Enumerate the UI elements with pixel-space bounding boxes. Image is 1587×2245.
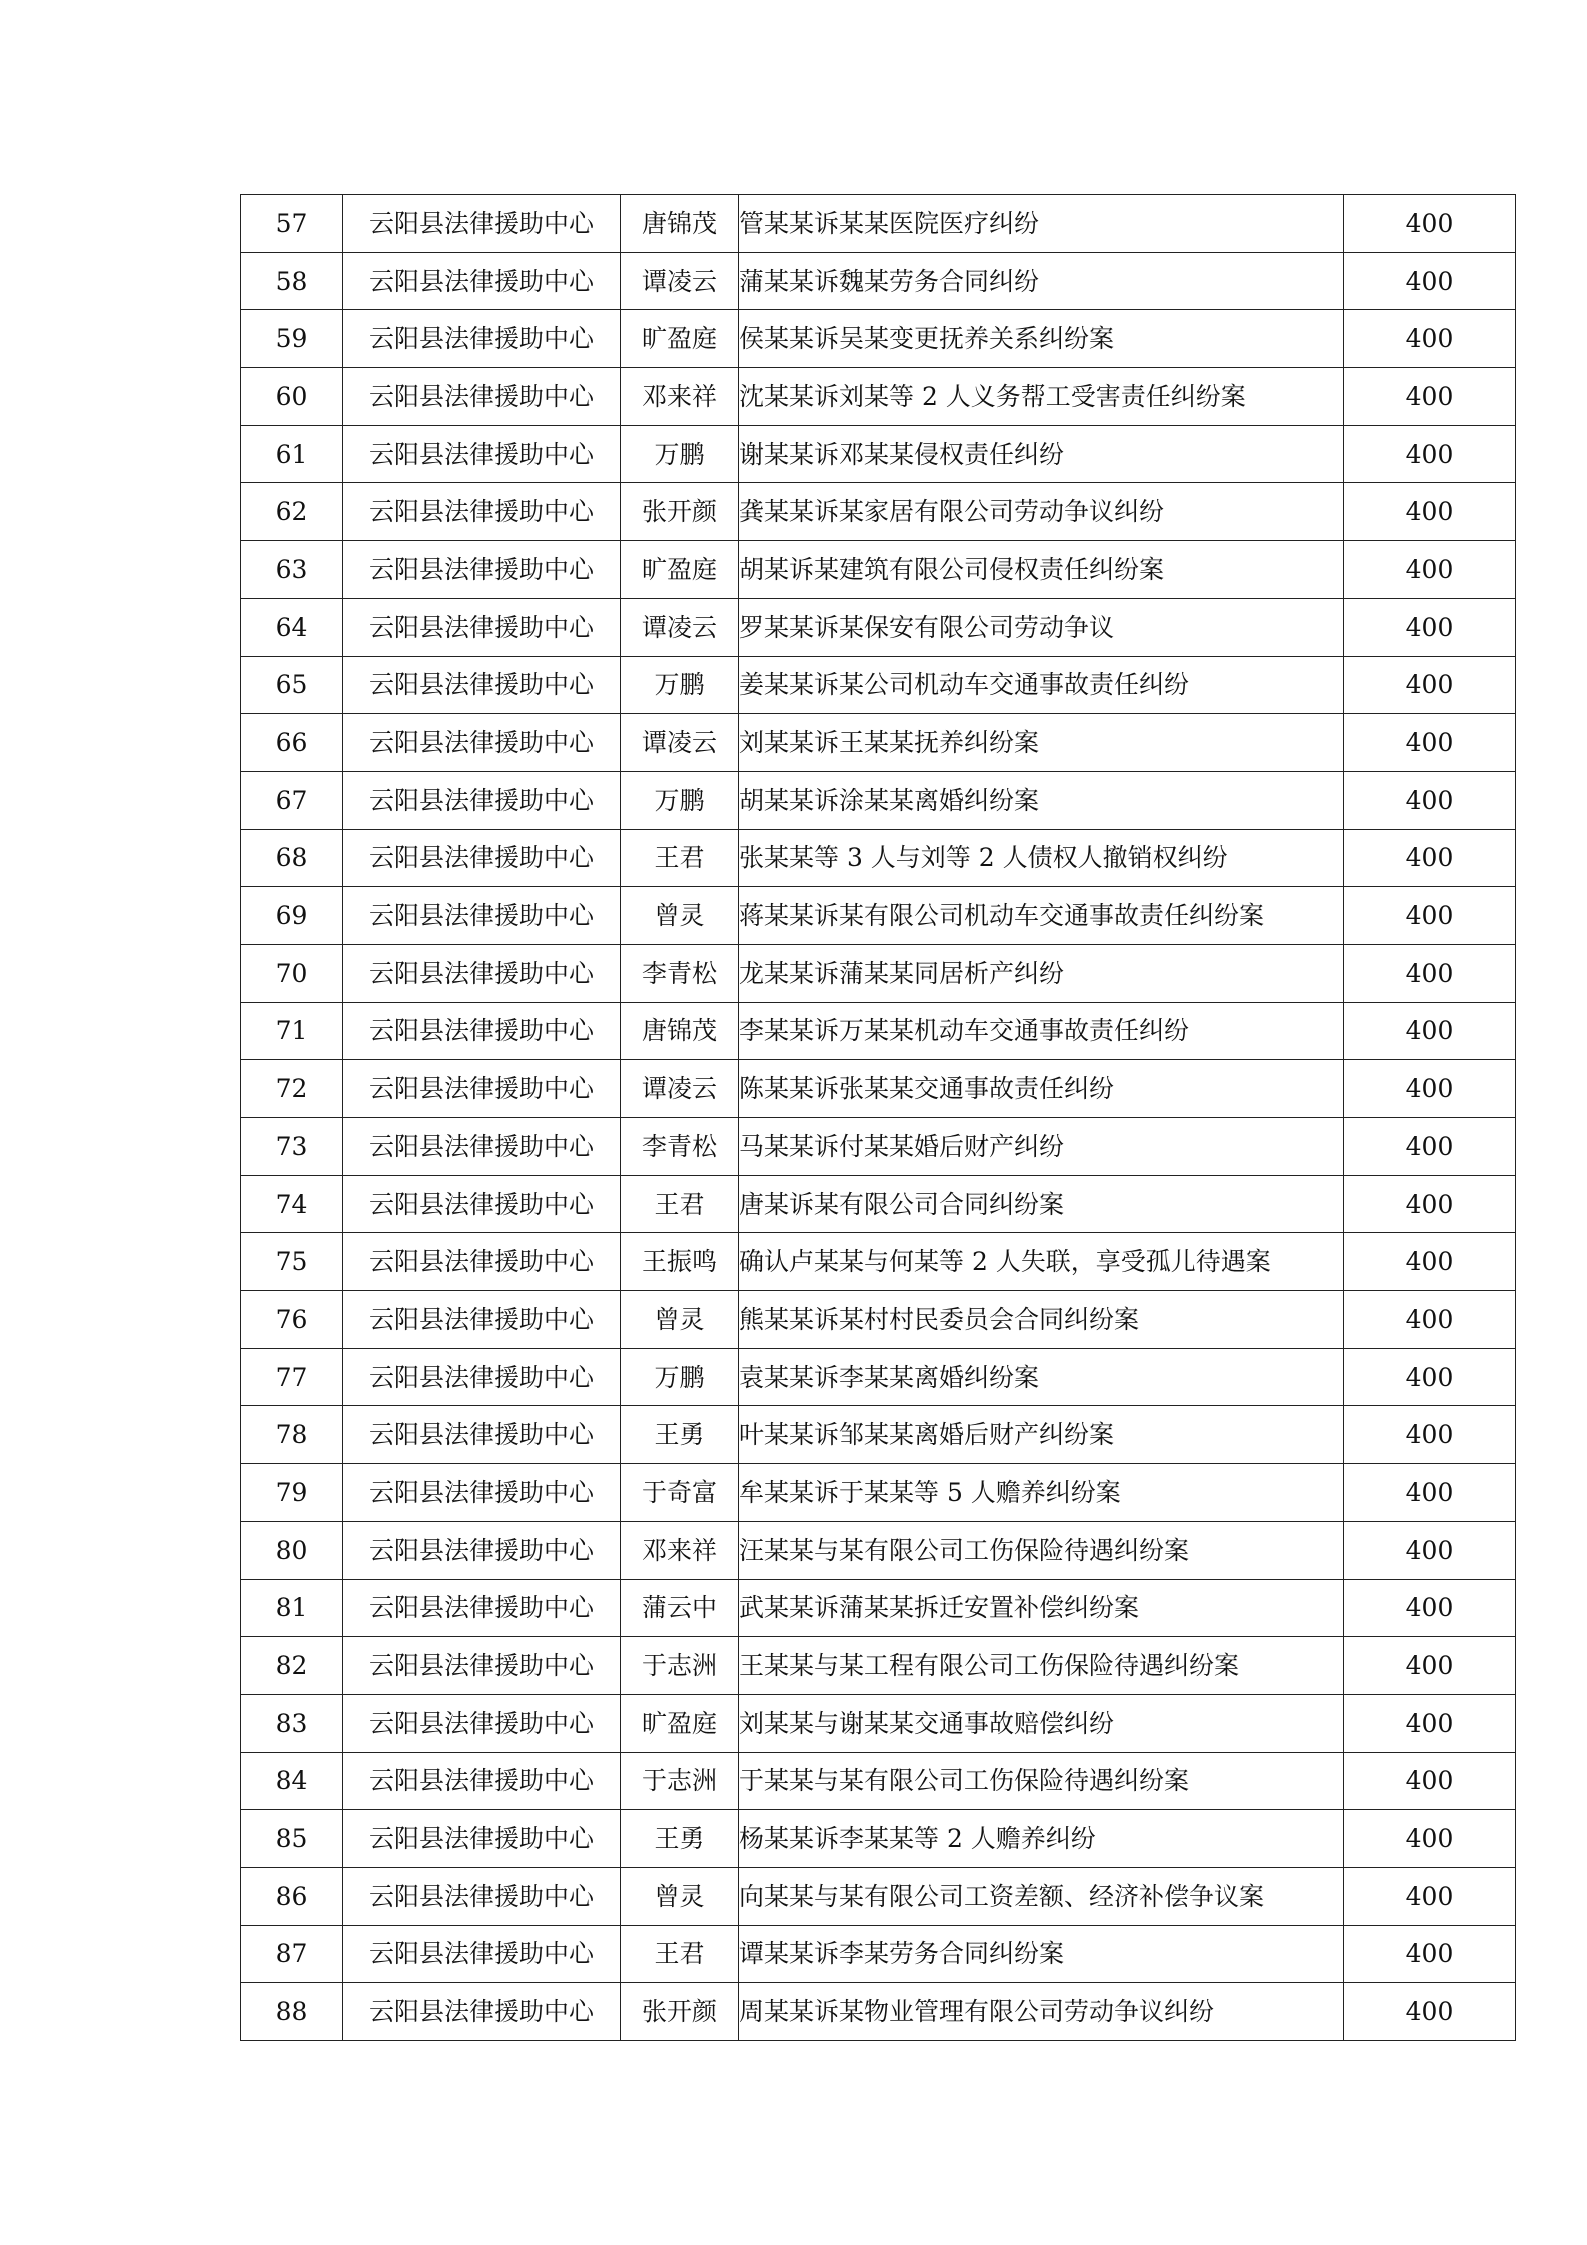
fee-cell: 400 (1344, 1291, 1516, 1349)
case-name-cell: 武某某诉蒲某某拆迁安置补偿纠纷案 (739, 1579, 1344, 1637)
fee-cell: 400 (1344, 714, 1516, 772)
case-name-cell: 陈某某诉张某某交通事故责任纠纷 (739, 1060, 1344, 1118)
lawyer-cell: 王勇 (621, 1810, 739, 1868)
organization-cell: 云阳县法律援助中心 (343, 310, 621, 368)
fee-cell: 400 (1344, 944, 1516, 1002)
case-name-cell: 周某某诉某物业管理有限公司劳动争议纠纷 (739, 1983, 1344, 2041)
case-name-cell: 谭某某诉李某劳务合同纠纷案 (739, 1925, 1344, 1983)
table-row (241, 1233, 1516, 1291)
case-name-cell: 龚某某诉某家居有限公司劳动争议纠纷 (739, 483, 1344, 541)
row-number-cell: 80 (241, 1521, 343, 1579)
organization-cell: 云阳县法律援助中心 (343, 1348, 621, 1406)
case-name-cell: 姜某某诉某公司机动车交通事故责任纠纷 (739, 656, 1344, 714)
row-number-cell: 79 (241, 1464, 343, 1522)
case-name-cell: 张某某等 3 人与刘等 2 人债权人撤销权纠纷 (739, 829, 1344, 887)
lawyer-cell: 谭凌云 (621, 714, 739, 772)
case-name-cell: 龙某某诉蒲某某同居析产纠纷 (739, 944, 1344, 1002)
table-row (241, 1060, 1516, 1118)
lawyer-cell: 王勇 (621, 1406, 739, 1464)
table-row (241, 1464, 1516, 1522)
fee-cell: 400 (1344, 483, 1516, 541)
organization-cell: 云阳县法律援助中心 (343, 1060, 621, 1118)
row-number-cell: 66 (241, 714, 343, 772)
organization-cell: 云阳县法律援助中心 (343, 1867, 621, 1925)
fee-cell: 400 (1344, 1464, 1516, 1522)
organization-cell: 云阳县法律援助中心 (343, 541, 621, 599)
row-number-cell: 73 (241, 1118, 343, 1176)
row-number-cell: 76 (241, 1291, 343, 1349)
lawyer-cell: 张开颜 (621, 483, 739, 541)
table-row (241, 1867, 1516, 1925)
table-row (241, 541, 1516, 599)
case-name-cell: 侯某某诉吴某变更抚养关系纠纷案 (739, 310, 1344, 368)
row-number-cell: 59 (241, 310, 343, 368)
organization-cell: 云阳县法律援助中心 (343, 714, 621, 772)
case-name-cell: 叶某某诉邹某某离婚后财产纠纷案 (739, 1406, 1344, 1464)
lawyer-cell: 万鹏 (621, 656, 739, 714)
lawyer-cell: 万鹏 (621, 771, 739, 829)
table-row (241, 1348, 1516, 1406)
table-row (241, 771, 1516, 829)
lawyer-cell: 王振鸣 (621, 1233, 739, 1291)
lawyer-cell: 曾灵 (621, 1291, 739, 1349)
fee-cell: 400 (1344, 1521, 1516, 1579)
row-number-cell: 85 (241, 1810, 343, 1868)
fee-cell: 400 (1344, 1406, 1516, 1464)
organization-cell: 云阳县法律援助中心 (343, 887, 621, 945)
table-row (241, 1002, 1516, 1060)
table-row (241, 1291, 1516, 1349)
row-number-cell: 64 (241, 598, 343, 656)
table-row (241, 1118, 1516, 1176)
lawyer-cell: 谭凌云 (621, 1060, 739, 1118)
fee-cell: 400 (1344, 598, 1516, 656)
case-name-cell: 蒋某某诉某有限公司机动车交通事故责任纠纷案 (739, 887, 1344, 945)
table-row (241, 1406, 1516, 1464)
lawyer-cell: 于志洲 (621, 1752, 739, 1810)
row-number-cell: 63 (241, 541, 343, 599)
case-name-cell: 于某某与某有限公司工伤保险待遇纠纷案 (739, 1752, 1344, 1810)
fee-cell: 400 (1344, 887, 1516, 945)
organization-cell: 云阳县法律援助中心 (343, 598, 621, 656)
fee-cell: 400 (1344, 1752, 1516, 1810)
case-name-cell: 马某某诉付某某婚后财产纠纷 (739, 1118, 1344, 1176)
row-number-cell: 88 (241, 1983, 343, 2041)
row-number-cell: 65 (241, 656, 343, 714)
fee-cell: 400 (1344, 1233, 1516, 1291)
fee-cell: 400 (1344, 1175, 1516, 1233)
row-number-cell: 67 (241, 771, 343, 829)
fee-cell: 400 (1344, 368, 1516, 426)
table-row (241, 714, 1516, 772)
lawyer-cell: 唐锦茂 (621, 1002, 739, 1060)
row-number-cell: 70 (241, 944, 343, 1002)
case-name-cell: 牟某某诉于某某等 5 人赡养纠纷案 (739, 1464, 1344, 1522)
organization-cell: 云阳县法律援助中心 (343, 1694, 621, 1752)
fee-cell: 400 (1344, 541, 1516, 599)
lawyer-cell: 张开颜 (621, 1983, 739, 2041)
table-row (241, 829, 1516, 887)
table-row (241, 656, 1516, 714)
table-row (241, 1925, 1516, 1983)
organization-cell: 云阳县法律援助中心 (343, 425, 621, 483)
fee-cell: 400 (1344, 310, 1516, 368)
table-row (241, 1983, 1516, 2041)
case-name-cell: 罗某某诉某保安有限公司劳动争议 (739, 598, 1344, 656)
fee-cell: 400 (1344, 1348, 1516, 1406)
lawyer-cell: 万鹏 (621, 1348, 739, 1406)
fee-cell: 400 (1344, 1060, 1516, 1118)
row-number-cell: 69 (241, 887, 343, 945)
case-name-cell: 胡某诉某建筑有限公司侵权责任纠纷案 (739, 541, 1344, 599)
organization-cell: 云阳县法律援助中心 (343, 1118, 621, 1176)
case-name-cell: 杨某某诉李某某等 2 人赡养纠纷 (739, 1810, 1344, 1868)
table-row (241, 1810, 1516, 1868)
table-row (241, 483, 1516, 541)
case-name-cell: 管某某诉某某医院医疗纠纷 (739, 195, 1344, 253)
lawyer-cell: 旷盈庭 (621, 1694, 739, 1752)
organization-cell: 云阳县法律援助中心 (343, 829, 621, 887)
organization-cell: 云阳县法律援助中心 (343, 1233, 621, 1291)
fee-cell: 400 (1344, 829, 1516, 887)
row-number-cell: 75 (241, 1233, 343, 1291)
row-number-cell: 86 (241, 1867, 343, 1925)
lawyer-cell: 于奇富 (621, 1464, 739, 1522)
organization-cell: 云阳县法律援助中心 (343, 1406, 621, 1464)
lawyer-cell: 邓来祥 (621, 368, 739, 426)
case-name-cell: 胡某某诉涂某某离婚纠纷案 (739, 771, 1344, 829)
table-row (241, 1752, 1516, 1810)
lawyer-cell: 旷盈庭 (621, 541, 739, 599)
fee-cell: 400 (1344, 1002, 1516, 1060)
case-name-cell: 熊某某诉某村村民委员会合同纠纷案 (739, 1291, 1344, 1349)
case-name-cell: 李某某诉万某某机动车交通事故责任纠纷 (739, 1002, 1344, 1060)
organization-cell: 云阳县法律援助中心 (343, 1291, 621, 1349)
organization-cell: 云阳县法律援助中心 (343, 368, 621, 426)
lawyer-cell: 于志洲 (621, 1637, 739, 1695)
lawyer-cell: 唐锦茂 (621, 195, 739, 253)
row-number-cell: 58 (241, 252, 343, 310)
row-number-cell: 60 (241, 368, 343, 426)
fee-cell: 400 (1344, 1579, 1516, 1637)
lawyer-cell: 李青松 (621, 944, 739, 1002)
row-number-cell: 82 (241, 1637, 343, 1695)
case-name-cell: 汪某某与某有限公司工伤保险待遇纠纷案 (739, 1521, 1344, 1579)
case-table-body (241, 195, 1516, 2041)
organization-cell: 云阳县法律援助中心 (343, 483, 621, 541)
fee-cell: 400 (1344, 1810, 1516, 1868)
organization-cell: 云阳县法律援助中心 (343, 771, 621, 829)
table-row (241, 252, 1516, 310)
case-name-cell: 刘某某诉王某某抚养纠纷案 (739, 714, 1344, 772)
legal-aid-case-table (240, 194, 1516, 2041)
row-number-cell: 71 (241, 1002, 343, 1060)
table-row (241, 1694, 1516, 1752)
organization-cell: 云阳县法律援助中心 (343, 1521, 621, 1579)
lawyer-cell: 邓来祥 (621, 1521, 739, 1579)
fee-cell: 400 (1344, 425, 1516, 483)
table-row (241, 425, 1516, 483)
row-number-cell: 87 (241, 1925, 343, 1983)
organization-cell: 云阳县法律援助中心 (343, 1810, 621, 1868)
row-number-cell: 68 (241, 829, 343, 887)
lawyer-cell: 谭凌云 (621, 252, 739, 310)
lawyer-cell: 王君 (621, 1175, 739, 1233)
case-name-cell: 王某某与某工程有限公司工伤保险待遇纠纷案 (739, 1637, 1344, 1695)
organization-cell: 云阳县法律援助中心 (343, 252, 621, 310)
organization-cell: 云阳县法律援助中心 (343, 656, 621, 714)
organization-cell: 云阳县法律援助中心 (343, 1637, 621, 1695)
fee-cell: 400 (1344, 1925, 1516, 1983)
case-name-cell: 确认卢某某与何某等 2 人失联，享受孤儿待遇案 (739, 1233, 1344, 1291)
organization-cell: 云阳县法律援助中心 (343, 1983, 621, 2041)
row-number-cell: 83 (241, 1694, 343, 1752)
row-number-cell: 81 (241, 1579, 343, 1637)
lawyer-cell: 王君 (621, 829, 739, 887)
table-row (241, 310, 1516, 368)
fee-cell: 400 (1344, 1637, 1516, 1695)
fee-cell: 400 (1344, 1867, 1516, 1925)
table-row (241, 1521, 1516, 1579)
table-row (241, 887, 1516, 945)
fee-cell: 400 (1344, 195, 1516, 253)
fee-cell: 400 (1344, 771, 1516, 829)
organization-cell: 云阳县法律援助中心 (343, 195, 621, 253)
lawyer-cell: 王君 (621, 1925, 739, 1983)
table-row (241, 944, 1516, 1002)
table-row (241, 195, 1516, 253)
organization-cell: 云阳县法律援助中心 (343, 1752, 621, 1810)
lawyer-cell: 曾灵 (621, 1867, 739, 1925)
lawyer-cell: 蒲云中 (621, 1579, 739, 1637)
fee-cell: 400 (1344, 1694, 1516, 1752)
case-name-cell: 唐某诉某有限公司合同纠纷案 (739, 1175, 1344, 1233)
organization-cell: 云阳县法律援助中心 (343, 1175, 621, 1233)
case-name-cell: 沈某某诉刘某等 2 人义务帮工受害责任纠纷案 (739, 368, 1344, 426)
table-row (241, 1579, 1516, 1637)
organization-cell: 云阳县法律援助中心 (343, 1925, 621, 1983)
case-name-cell: 蒲某某诉魏某劳务合同纠纷 (739, 252, 1344, 310)
fee-cell: 400 (1344, 252, 1516, 310)
row-number-cell: 72 (241, 1060, 343, 1118)
row-number-cell: 62 (241, 483, 343, 541)
row-number-cell: 84 (241, 1752, 343, 1810)
row-number-cell: 77 (241, 1348, 343, 1406)
row-number-cell: 78 (241, 1406, 343, 1464)
fee-cell: 400 (1344, 656, 1516, 714)
lawyer-cell: 李青松 (621, 1118, 739, 1176)
table-row (241, 1637, 1516, 1695)
organization-cell: 云阳县法律援助中心 (343, 1464, 621, 1522)
table-row (241, 368, 1516, 426)
fee-cell: 400 (1344, 1118, 1516, 1176)
lawyer-cell: 曾灵 (621, 887, 739, 945)
table-row (241, 598, 1516, 656)
fee-cell: 400 (1344, 1983, 1516, 2041)
lawyer-cell: 万鹏 (621, 425, 739, 483)
organization-cell: 云阳县法律援助中心 (343, 1002, 621, 1060)
case-name-cell: 谢某某诉邓某某侵权责任纠纷 (739, 425, 1344, 483)
case-name-cell: 刘某某与谢某某交通事故赔偿纠纷 (739, 1694, 1344, 1752)
case-name-cell: 袁某某诉李某某离婚纠纷案 (739, 1348, 1344, 1406)
organization-cell: 云阳县法律援助中心 (343, 1579, 621, 1637)
row-number-cell: 74 (241, 1175, 343, 1233)
case-name-cell: 向某某与某有限公司工资差额、经济补偿争议案 (739, 1867, 1344, 1925)
row-number-cell: 61 (241, 425, 343, 483)
row-number-cell: 57 (241, 195, 343, 253)
lawyer-cell: 旷盈庭 (621, 310, 739, 368)
table-row (241, 1175, 1516, 1233)
organization-cell: 云阳县法律援助中心 (343, 944, 621, 1002)
lawyer-cell: 谭凌云 (621, 598, 739, 656)
